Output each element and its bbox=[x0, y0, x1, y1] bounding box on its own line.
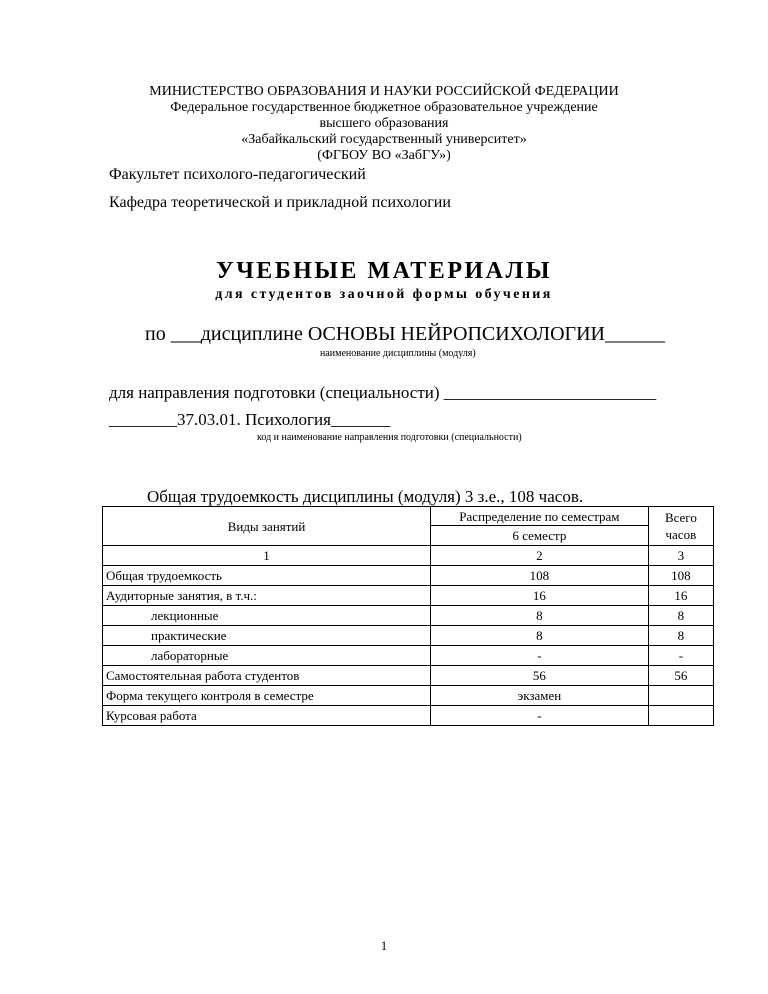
col2-header-top: Распределение по семестрам bbox=[431, 507, 649, 526]
row-semester-value: 108 bbox=[431, 566, 649, 586]
col3-header-top: Всего bbox=[664, 510, 697, 525]
page-number: 1 bbox=[380, 938, 388, 953]
col-number: 1 bbox=[103, 546, 431, 566]
table-number-row bbox=[103, 546, 714, 566]
row-semester-value: 56 bbox=[431, 666, 649, 686]
col2-header-bottom: 6 семестр bbox=[431, 526, 649, 546]
row-total-value: 56 bbox=[648, 666, 713, 686]
row-semester-value: 8 bbox=[431, 626, 649, 646]
table-row bbox=[103, 646, 714, 666]
col-number: 3 bbox=[648, 546, 713, 566]
hours-table bbox=[102, 506, 714, 726]
faculty-line: Факультет психолого-педагогический bbox=[109, 166, 366, 183]
table-row bbox=[103, 586, 714, 606]
document-subtitle: для студентов заочной формы обучения bbox=[215, 287, 553, 302]
education-level: высшего образования bbox=[319, 116, 449, 131]
col3-header-bottom: часов bbox=[665, 527, 697, 542]
table-row bbox=[103, 666, 714, 686]
col-number: 2 bbox=[431, 546, 649, 566]
table-row bbox=[103, 566, 714, 586]
table-header-row bbox=[103, 507, 714, 526]
row-label: Самостоятельная работа студентов bbox=[103, 666, 431, 686]
row-label: Форма текущего контроля в семестре bbox=[103, 686, 431, 706]
row-total-value: - bbox=[648, 646, 713, 666]
row-semester-value: экзамен bbox=[431, 686, 649, 706]
row-total-value: 16 bbox=[648, 586, 713, 606]
row-total-value: 108 bbox=[648, 566, 713, 586]
row-semester-value: - bbox=[431, 706, 649, 726]
direction-line: для направления подготовки (специальности) _________________________ bbox=[109, 383, 657, 402]
row-label: практические bbox=[103, 626, 431, 646]
university-abbreviation: (ФГБОУ ВО «ЗабГУ») bbox=[317, 148, 451, 163]
discipline-note: наименование дисциплины (модуля) bbox=[320, 348, 476, 359]
direction-code-line: ________37.03.01. Психология_______ bbox=[109, 410, 391, 429]
institution-type: Федеральное государственное бюджетное образовательное учреждение bbox=[170, 100, 598, 115]
document-title: УЧЕБНЫЕ МАТЕРИАЛЫ bbox=[216, 258, 552, 284]
ministry-heading: МИНИСТЕРСТВО ОБРАЗОВАНИЯ И НАУКИ РОССИЙСКОЙ ФЕДЕРАЦИИ bbox=[149, 84, 619, 99]
discipline-line: по ___дисциплине ОСНОВЫ НЕЙРОПСИХОЛОГИИ______ bbox=[145, 323, 665, 345]
row-semester-value: 8 bbox=[431, 606, 649, 626]
direction-note: код и наименование направления подготовки (специальности) bbox=[257, 432, 522, 443]
table-row bbox=[103, 686, 714, 706]
table-row bbox=[103, 606, 714, 626]
row-label: Общая трудоемкость bbox=[103, 566, 431, 586]
col3-header bbox=[648, 507, 713, 546]
row-label: лекционные bbox=[103, 606, 431, 626]
row-label: лабораторные bbox=[103, 646, 431, 666]
row-label: Аудиторные занятия, в т.ч.: bbox=[103, 586, 431, 606]
total-hours-line: Общая трудоемкость дисциплины (модуля) 3 з.е., 108 часов. bbox=[147, 487, 584, 506]
row-label: Курсовая работа bbox=[103, 706, 431, 726]
department-line: Кафедра теоретической и прикладной психологии bbox=[109, 194, 451, 211]
row-semester-value: - bbox=[431, 646, 649, 666]
row-total-value: 8 bbox=[648, 606, 713, 626]
university-name: «Забайкальский государственный университет» bbox=[241, 132, 527, 147]
row-semester-value: 16 bbox=[431, 586, 649, 606]
table-row bbox=[103, 706, 714, 726]
row-total-value bbox=[648, 706, 713, 726]
row-total-value: 8 bbox=[648, 626, 713, 646]
table-row bbox=[103, 626, 714, 646]
col1-header: Виды занятий bbox=[103, 507, 431, 546]
row-total-value bbox=[648, 686, 713, 706]
